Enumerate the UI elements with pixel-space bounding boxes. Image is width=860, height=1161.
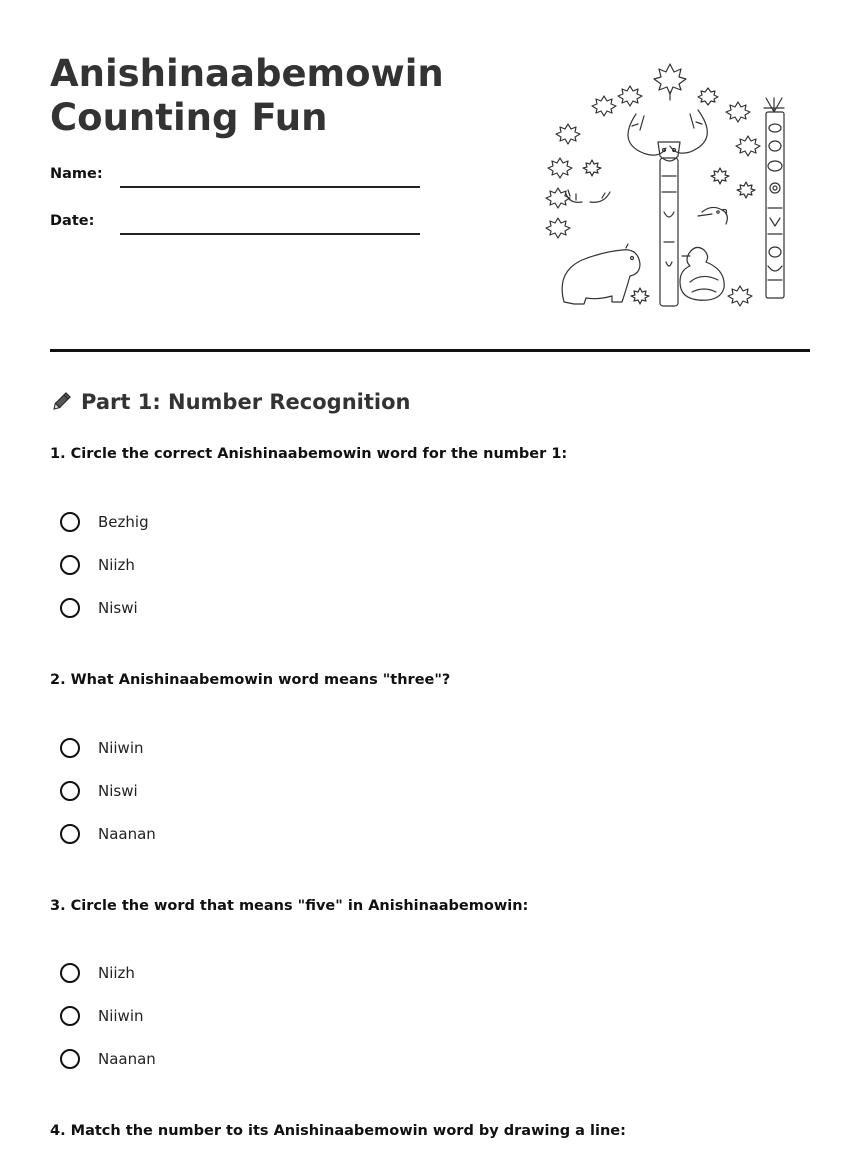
option[interactable]	[60, 555, 360, 598]
radio-circle[interactable]	[60, 1049, 80, 1069]
pencil-icon	[50, 391, 72, 413]
date-label: Date:	[50, 213, 95, 229]
radio-circle[interactable]	[60, 598, 80, 618]
question-1: 1. Circle the correct Anishinaabemowin word for the number 1:	[50, 446, 568, 462]
question-3: 3. Circle the word that means "five" in Anishinaabemowin:	[50, 898, 529, 914]
radio-circle[interactable]	[60, 781, 80, 801]
section-heading	[50, 390, 410, 414]
radio-circle[interactable]	[60, 1006, 80, 1026]
radio-circle[interactable]	[60, 738, 80, 758]
date-field	[50, 213, 420, 243]
totem-wildlife-illustration	[540, 52, 810, 314]
title-line-2: Counting Fun	[50, 96, 328, 139]
radio-circle[interactable]	[60, 963, 80, 983]
option-label: Niiwin	[98, 739, 144, 757]
question-2: 2. What Anishinaabemowin word means "three"?	[50, 672, 451, 688]
option-label: Bezhig	[98, 513, 149, 531]
header-divider	[50, 349, 810, 352]
option[interactable]	[60, 598, 360, 641]
radio-circle[interactable]	[60, 512, 80, 532]
tall-totem-pole-icon	[764, 98, 784, 298]
worksheet-title	[50, 52, 470, 140]
option-label: Niizh	[98, 964, 135, 982]
moose-totem-icon	[628, 110, 707, 306]
radio-circle[interactable]	[60, 555, 80, 575]
beaver-icon	[562, 244, 640, 304]
option[interactable]	[60, 824, 360, 867]
option-label: Niswi	[98, 782, 138, 800]
option[interactable]	[60, 1049, 360, 1092]
option[interactable]	[60, 781, 360, 824]
name-field	[50, 166, 420, 196]
date-write-line[interactable]	[120, 233, 420, 235]
option-label: Niiwin	[98, 1007, 144, 1025]
option[interactable]	[60, 963, 360, 1006]
option[interactable]	[60, 738, 360, 781]
name-write-line[interactable]	[120, 186, 420, 188]
option-label: Naanan	[98, 825, 156, 843]
option-label: Naanan	[98, 1050, 156, 1068]
question-4: 4. Match the number to its Anishinaabemowin word by drawing a line:	[50, 1123, 626, 1139]
question-1-options	[60, 512, 360, 641]
radio-circle[interactable]	[60, 824, 80, 844]
duck-icon	[680, 247, 724, 300]
antler-icons	[566, 190, 610, 202]
option-label: Niswi	[98, 599, 138, 617]
title-line-1: Anishinaabemowin	[50, 52, 444, 95]
option[interactable]	[60, 1006, 360, 1049]
option[interactable]	[60, 512, 360, 555]
question-2-options	[60, 738, 360, 867]
name-label: Name:	[50, 166, 103, 182]
section-heading-text: Part 1: Number Recognition	[81, 390, 411, 414]
maple-leaf-icons	[546, 64, 760, 306]
bird-head-icon	[698, 207, 727, 224]
option-label: Niizh	[98, 556, 135, 574]
question-3-options	[60, 963, 360, 1092]
